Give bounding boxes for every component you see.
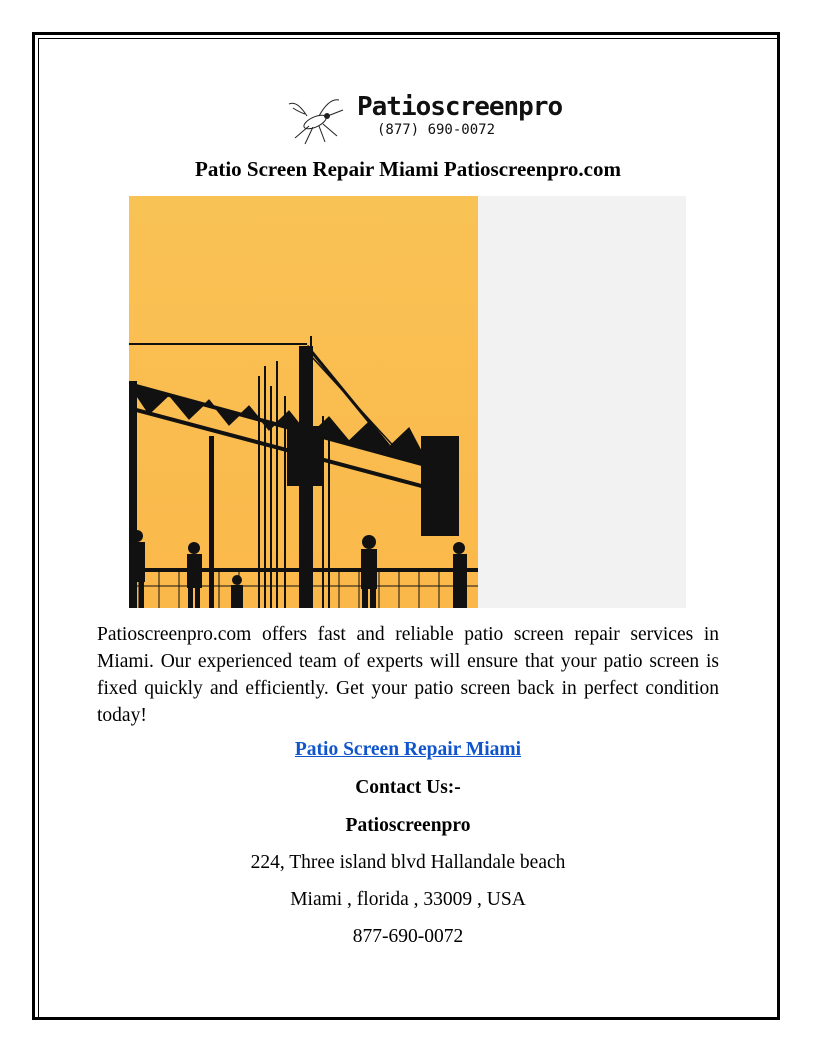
crane-silhouette-image: [129, 196, 478, 608]
phone-number: 877-690-0072: [352, 926, 464, 947]
service-link[interactable]: Patio Screen Repair Miami: [294, 739, 522, 760]
image-padding: [478, 196, 686, 608]
mosquito-icon: [285, 90, 355, 148]
construction-crane-photo: [129, 196, 686, 608]
address-line-2: Miami , florida , 33009 , USA: [290, 889, 526, 910]
logo-phone: (877) 690-0072: [377, 122, 496, 138]
page-title: Patio Screen Repair Miami Patioscreenpro.com: [195, 157, 621, 181]
contact-heading: Contact Us:-: [355, 777, 461, 798]
address-line-1: 224, Three island blvd Hallandale beach: [250, 852, 566, 873]
logo-brand-name: Patioscreenpro: [357, 92, 563, 122]
company-logo: [285, 90, 563, 148]
description-paragraph: Patioscreenpro.com offers fast and reliable patio screen repair services in Miami. Our experienced team of experts will ensure that your patio screen is fixed quickly and efficiently. Get your patio screen back in perfect condition today!: [97, 624, 719, 726]
company-name: Patioscreenpro: [345, 815, 471, 836]
